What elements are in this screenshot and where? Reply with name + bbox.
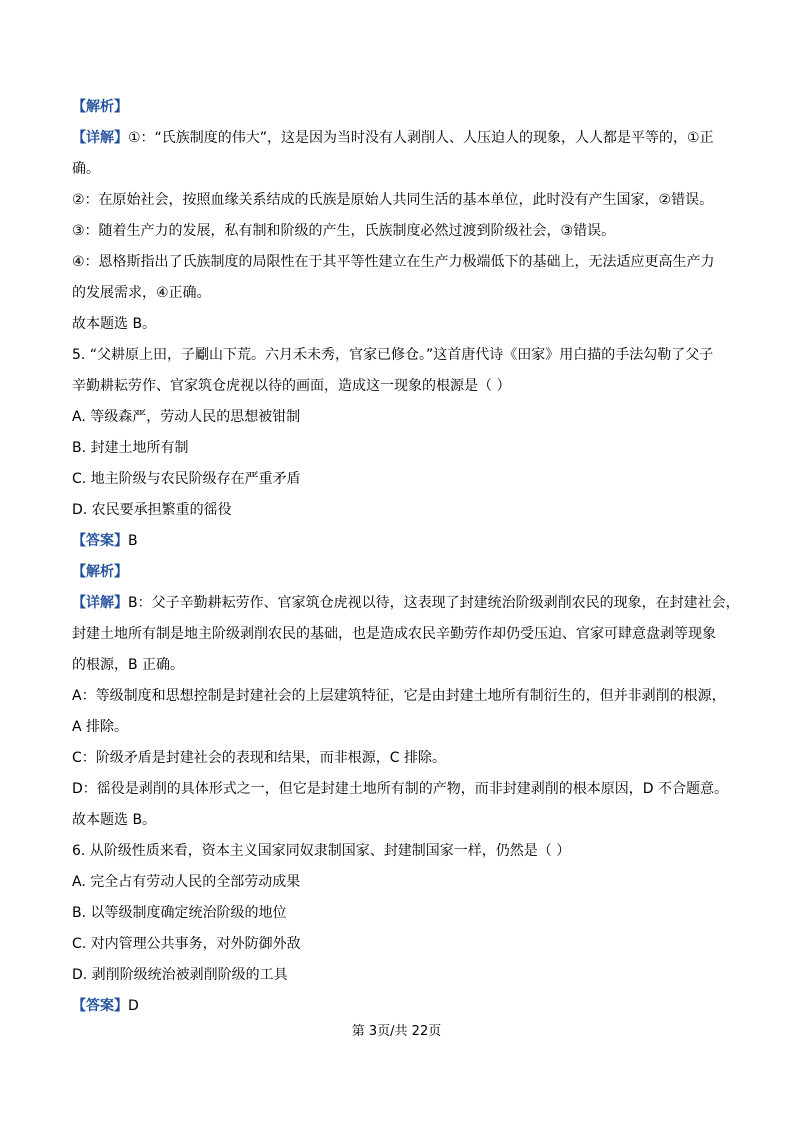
option-c: C. 地主阶级与农民阶级存在严重矛盾 xyxy=(72,471,301,487)
detail-line: A：等级制度和思想控制是封建社会的上层建筑特征，它是由封建土地所有制衍生的，但并非剥削的根源， xyxy=(72,688,726,704)
detail-line: 的根源，B 正确。 xyxy=(72,657,185,673)
option-a: A. 等级森严，劳动人民的思想被钳制 xyxy=(72,409,301,425)
question-stem: 6. 从阶级性质来看，资本主义国家同奴隶制国家、封建制国家一样，仍然是（ ） xyxy=(72,843,571,859)
answer-value: B xyxy=(128,533,138,549)
option-c: C. 对内管理公共事务，对外防御外敌 xyxy=(72,936,301,952)
detail-line xyxy=(72,123,722,154)
answer-tag: 【答案】 xyxy=(72,533,128,549)
answer-line xyxy=(72,526,722,557)
detail-line: 的发展需求，④正确。 xyxy=(72,285,211,301)
question-stem: 5. “父耕原上田，子劚山下荒。六月禾未秀，官家已修仓。”这首唐代诗《田家》用白描的手法勾勒了父子 xyxy=(72,347,714,363)
detail-line: C：阶级矛盾是封建社会的表现和结果，而非根源，C 排除。 xyxy=(72,750,446,766)
option-a: A. 完全占有劳动人民的全部劳动成果 xyxy=(72,874,301,890)
analysis-tag: 【解析】 xyxy=(72,564,128,580)
page-number: 第 3页/共 22页 xyxy=(351,1024,442,1039)
answer-line xyxy=(72,991,722,1022)
detail-text: B：父子辛勤耕耘劳作、官家筑仓虎视以待，这表现了封建统治阶级剥削农民的现象，在封建社会， xyxy=(128,595,740,611)
analysis-tag: 【解析】 xyxy=(72,99,128,115)
detail-line: 封建土地所有制是地主阶级剥削农民的基础，也是造成农民辛勤劳作却仍受压迫、官家可肆意盘剥等现象 xyxy=(72,626,716,642)
option-b: B. 以等级制度确定统治阶级的地位 xyxy=(72,905,287,921)
detail-tag: 【详解】 xyxy=(72,130,128,146)
detail-tag: 【详解】 xyxy=(72,595,128,611)
conclusion-line: 故本题选 B。 xyxy=(72,316,157,332)
detail-line: A 排除。 xyxy=(72,719,129,735)
question-stem: 辛勤耕耘劳作、官家筑仓虎视以待的画面，造成这一现象的根源是（ ） xyxy=(72,378,511,394)
option-b: B. 封建土地所有制 xyxy=(72,440,189,456)
detail-line: 确。 xyxy=(72,161,100,177)
detail-line: ③：随着生产力的发展，私有制和阶级的产生，氏族制度必然过渡到阶级社会，③错误。 xyxy=(72,223,616,239)
option-d: D. 农民要承担繁重的徭役 xyxy=(72,502,232,518)
analysis-heading xyxy=(72,92,722,123)
detail-line: ②：在原始社会，按照血缘关系结成的氏族是原始人共同生活的基本单位，此时没有产生国家，②错误。 xyxy=(72,192,714,208)
detail-line: D：徭役是剥削的具体形式之一，但它是封建土地所有制的产物，而非封建剥削的根本原因，D 不合题意。 xyxy=(72,781,729,797)
analysis-heading xyxy=(72,557,722,588)
option-d: D. 剥削阶级统治被剥削阶级的工具 xyxy=(72,967,288,983)
conclusion-line: 故本题选 B。 xyxy=(72,812,157,828)
detail-line xyxy=(72,588,740,619)
answer-tag: 【答案】 xyxy=(72,998,128,1014)
detail-text: ①：“氏族制度的伟大”，这是因为当时没有人剥削人、人压迫人的现象，人人都是平等的，①正 xyxy=(128,130,714,146)
detail-line: ④：恩格斯指出了氏族制度的局限性在于其平等性建立在生产力极端低下的基础上，无法适应更高生产力 xyxy=(72,254,715,270)
document-body xyxy=(72,92,740,1022)
answer-value: D xyxy=(128,998,139,1014)
